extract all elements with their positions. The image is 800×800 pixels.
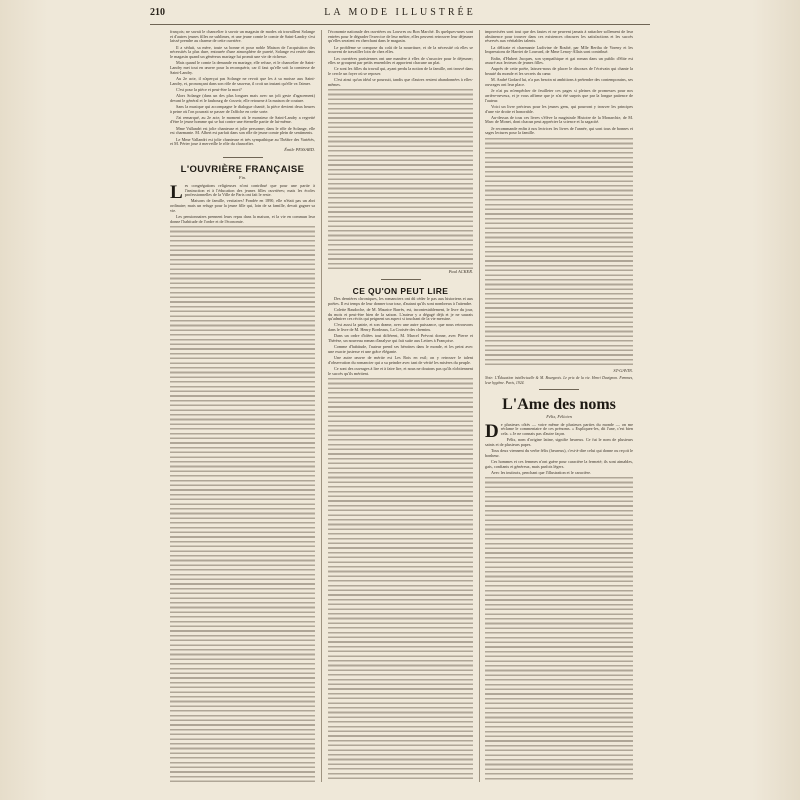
- page-number: 210: [150, 7, 165, 18]
- text-lines: [328, 378, 473, 782]
- paragraph: J'ai remarqué, au 2e acte, le moment où le monsieur de Saint-Landry a regretté d'être le jeune homme qui se bat contre une éternelle partie de lui-même.: [170, 114, 315, 125]
- paragraph: Les ouvrières parisiennes ont une manière à elles de s'associer pour le déjeuner; elles se groupent par petits ensembles et apportent chacune un plat.: [328, 55, 473, 66]
- paragraph: Ce sont les filles du travail qui, ayant perdu la notion de la famille, ont trouvé dans le cercle un foyer où se reposer.: [328, 66, 473, 77]
- article-subtitle: Félix, Félicien: [546, 413, 572, 419]
- column-rule-left: [321, 30, 322, 782]
- drop-cap: D: [485, 420, 499, 442]
- author-signature: ST-GAVIN.: [613, 367, 633, 373]
- paragraph-text: e plusieurs côtés — voire même de plusieurs parties du monde — on me réclame le commentaire de ces prénoms. « Expliquez-les, dit l'une, c'est bien cela. » Je ne connais pas d'autre façon.: [500, 421, 633, 436]
- paragraph: Au-dessus de tous ces livres s'élève la magistrale Histoire de la Monarchie, de M. Marc de Monet, dont chacun peut apprécier la science et la sagacité.: [485, 114, 633, 125]
- paragraph: improvisées sont tout que des fautes et ne peuvent jamais à rattacher sollement de leur abstinence pour trouver dans ces existences obscures les satisfactions et les succès réservés aux véritables talents.: [485, 30, 633, 44]
- paragraph: C'est pour la pièce et peut-être la mort?: [176, 86, 242, 92]
- paragraph: Ce sont des ouvrages à lire et à faire lire, et nous ne doutons pas qu'ils n'obtiennent le succès qu'ils méritent.: [328, 366, 473, 376]
- paragraph: Sans la musique qui accompagne le dialogue chanté, la pièce devient deux heures à peine où l'on pourrait se passer de l'affiche en cette sorte.: [170, 103, 315, 114]
- article-title: L'Ame des noms: [502, 395, 616, 413]
- drop-cap: L: [170, 181, 183, 203]
- paragraph: Auprès de cette poète, laissez-nous de placer le discours de l'écrivain qui chante la beauté du monde et les secrets du cœur.: [485, 66, 633, 77]
- text-lines: [485, 138, 633, 368]
- paragraph: Le Mme Vallandri est jolie chanteuse et très sympathique au Théâtre des Variétés, et M. Périer joue à merveille le rôle du chancelier.: [170, 136, 315, 147]
- paragraph: Les pensionnaires prennent leurs repas dans la maison, et la vie en commun leur donne l'habitude de l'ordre et de l'économie.: [170, 214, 315, 224]
- paragraph: Voici un livre précieux pour les jeunes gens, qui pourront y trouver les principes d'une vie droite et honorable.: [485, 103, 633, 114]
- section-divider: [539, 389, 579, 390]
- paragraph: Félix, nom d'origine latine, signifie heureux. Ce fut le nom de plusieurs saints et de plusieurs papes.: [485, 437, 633, 447]
- paragraph: Je n'ai pu m'empêcher de feuilleter ces pages si pleines de promesses pour nos arrière-neveux, et je vous affirme que je n'ai été surpris que par la longue patience de l'auteur.: [485, 88, 633, 103]
- paragraph: C'est ainsi qu'un idéal se poursuit, tandis que d'autres restent abandonnées à elles-mêmes.: [328, 77, 473, 88]
- text-lines: [170, 226, 315, 782]
- paragraph: françois; ne savait le chancelier à savoir un magasin de modes où travaillent Solange et d'autres jeunes filles ne sublimes, et une jeune comte le comte de Saint-Landry s'est laissé prendre au charme de cette ouvrière.: [170, 30, 315, 44]
- column-rule-right: [479, 30, 480, 782]
- journal-title: LA MODE ILLUSTRÉE: [324, 7, 476, 18]
- section-divider: [223, 157, 263, 158]
- article-subtitle: Fin.: [238, 175, 247, 181]
- page-header: [150, 6, 650, 25]
- paragraph: Mais quand le comte la demande en mariage, elle refuse, et le chancelier de Saint-Landry met tout en œuvre pour la reconquérir, car il faut qu'elle soit la comtesse de Saint-Landry.: [170, 60, 315, 75]
- column-right: [485, 30, 633, 782]
- author-signature: Émile PESSARD.: [284, 147, 315, 153]
- section-divider: [381, 279, 421, 280]
- paragraph: Une autre œuvre de mérite est Les Rois en exil; on y retrouve le talent d'observation du romancier qui a su peindre avec tant de vérité les misères du peuple.: [328, 355, 473, 365]
- paragraph: Maisons de famille, vestiaires! Fondée en 1890, elle n'était pas un abri ordinaire; mais un refuge pour la jeune fille qui, loin de sa famille, devait gagner sa vie.: [170, 198, 315, 213]
- footnote: Note: L'Éducation intellectuelle & M. Bourgeois. Le prix de la vie. Henri Davignon. Femmes, leur hygiène. Paris, 1924.: [485, 376, 633, 385]
- paragraph: [170, 181, 315, 203]
- paragraph-text: es congrégations religieuses n'ont contribué que pour une partie à l'instruction et à l'éducation des jeunes filles ouvrières; mais les écoles professionnelles de la Ville de Paris ont fait le reste.: [184, 182, 315, 198]
- paragraph: Colette Baudoche, de M. Maurice Barrès, est, incontestablement, le livre du jour, du mois et peut-être bien de la saison. L'auteur y a dégagé déjà et je ne saurais qu'admirer ces récits qui peignent un aspect si touchant de la vie messine.: [328, 306, 473, 322]
- paragraph: Des dernières chroniques, les romanciers ont dû céder le pas aux historiens et aux poètes. Il est temps de leur donner tour tour, d'autant qu'ils sont nombreux à l'attendre.: [328, 295, 473, 306]
- paragraph: Comme d'habitude, l'auteur prend ses héroïnes dans le monde, et les peint avec une exacte justesse et une grâce élégante.: [328, 344, 473, 354]
- text-lines: [485, 477, 633, 782]
- author-signature: Paul ACKER.: [448, 269, 473, 275]
- article-title: CE QU'ON PEUT LIRE: [352, 285, 449, 296]
- paragraph: l'économie nationale des ouvrières ou Louvres ou Bon Marché. Ils quelques-unes sont entrées pour le dégrader l'exercice de leur métier, elles peuvent retrouver leur déjeuner qu'elles seraient en cherchant dans le magasin.: [328, 30, 473, 44]
- column-middle: [328, 30, 473, 782]
- paragraph: Alors Solange (dans un des plus longues mais avec un joli geste d'agacement) devant le général et le faubourg de s'ouvrir, elle retourne à la maison de couture.: [170, 92, 315, 103]
- paragraph: La délicate et charmante Ludivine de Roubé, par Mlle Bertha de Voreny et les Impressions de Harriet de Louvard, de Mme Lenoy-Allais sont contribué.: [485, 44, 633, 55]
- paragraph: Au 2e acte, il n'aperçut pas Solange ne revoit que les à sa moisse aux Saint-Landry, et, prononçant dans son rôle de sauveur, il croit un instant qu'elle va l'aimer.: [170, 75, 315, 86]
- paragraph: Le problème se compose du coût de la nourriture, et de la nécessité où elles se trouvent de travailler loin de chez elles.: [328, 44, 473, 55]
- paragraph: Tous deux viennent du verbe félix (heureux), c'est-à-dire celui qui donne ou reçoit le bonheur.: [485, 448, 633, 458]
- paragraph: Mme Vallandri est jolie chanteuse et jolie personne; dans le rôle de Solange, elle est charmante. M. Albert est parfait dans son rôle de jeune comte plein de sentiments.: [170, 125, 315, 136]
- paragraph: Il a séduit, sa mère, toute sa bonne et pour noble Maison de l'acquisition des nécessités la plus dure, entourée d'une atmosphère de pureté, Solange est restée dans le magasin quand un généreux mariage lui promit une vie de richesse.: [170, 44, 315, 60]
- paragraph: C'est aussi la patrie, et son drame, avec une autre puissance, que nous retrouvons dans le livre de M. Henry Bordeaux, La Croisée des chemins.: [328, 322, 473, 333]
- article-title: L'OUVRIÈRE FRANÇAISE: [180, 164, 305, 176]
- paragraph: Avec les instincts, penchant que l'illustration et le caractère.: [491, 469, 591, 475]
- text-lines: [328, 89, 473, 269]
- paragraph: Enfin, d'Hubert Jacques, son sympathique et gai roman dans un public d'élite est assuré aux lecteurs de jeunes filles.: [485, 55, 633, 66]
- paragraph: M. André Godard lui, n'a pas besoin ni ambitions à prétendre des contemporains, ses ouvrages ont leur place.: [485, 77, 633, 88]
- paragraph: Ces hommes et ces femmes n'ont guère pour caractère la fermeté; ils sont aimables, gais, confiants et généreux, mais parfois légers.: [485, 458, 633, 469]
- paragraph: Dans un ordre d'idées tout différent, M. Marcel Prévost donne, avec Pierre et Thérèse, un nouveau roman d'analyse qui fait suite aux Lettres à Françoise.: [328, 333, 473, 344]
- paragraph: Je recommande enfin à nos lectrices les livres de l'année, qui sont tous de bonnes et sages lectures pour la famille.: [485, 125, 633, 136]
- column-left: [170, 30, 315, 782]
